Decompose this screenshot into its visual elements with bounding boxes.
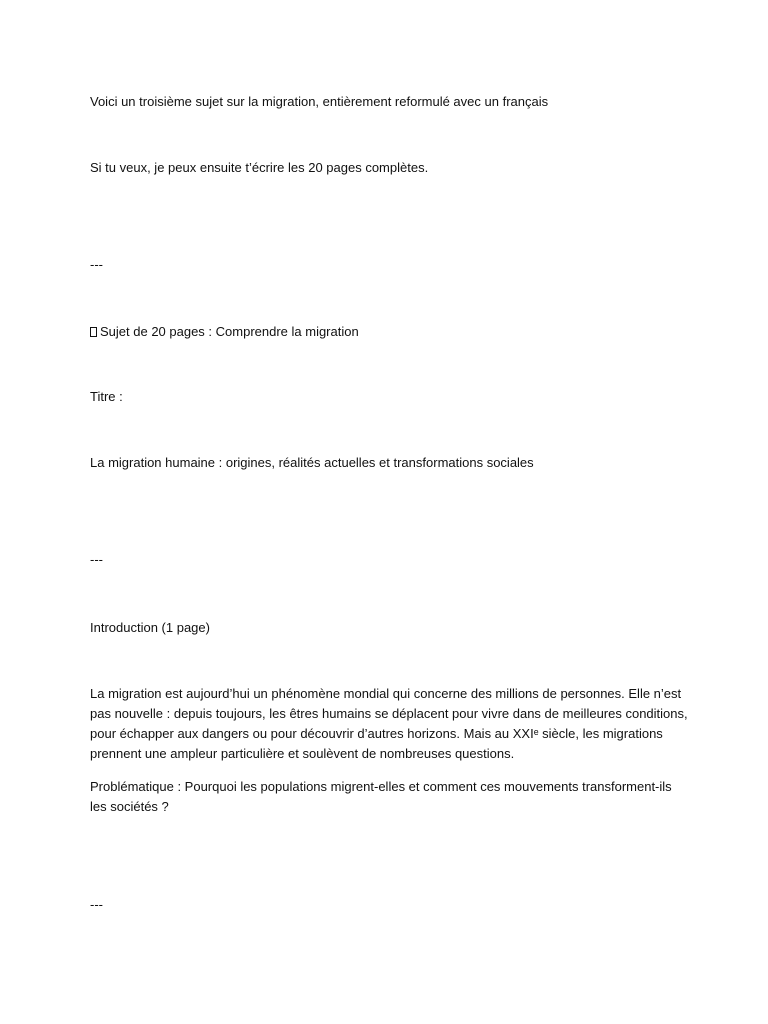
problematique-paragraph (90, 777, 680, 817)
problematique-line: Problématique : Pourquoi les populations migrent-elles et comment ces mouvements transforment-ils (90, 779, 672, 794)
intro-paragraph-line: La migration est aujourd’hui un phénomène mondial qui concerne des millions de personnes. Elle n’est (90, 686, 682, 701)
separator-3: --- (90, 897, 103, 912)
intro-paragraph-line: pas nouvelle : depuis toujours, les êtres humains se déplacent pour vivre dans de meilleures conditions, (90, 706, 688, 721)
intro-paragraph (90, 684, 688, 764)
title-text: La migration humaine : origines, réalités actuelles et transformations sociales (90, 455, 534, 470)
subject-heading: Sujet de 20 pages : Comprendre la migration (100, 324, 359, 339)
missing-glyph-icon (90, 327, 97, 337)
intro-line-1: Voici un troisième sujet sur la migration, entièrement reformulé avec un français (90, 94, 549, 109)
subject-heading-line (90, 322, 680, 342)
intro-line-2: Si tu veux, je peux ensuite t’écrire les 20 pages complètes. (90, 160, 429, 175)
intro-paragraph-line: pour échapper aux dangers ou pour découvrir d’autres horizons. Mais au XXIᵉ siècle, les migrations (90, 726, 663, 741)
title-label: Titre : (90, 389, 123, 404)
separator-2: --- (90, 552, 103, 567)
problematique-line: les sociétés ? (90, 799, 169, 814)
intro-section-heading: Introduction (1 page) (90, 620, 210, 635)
intro-paragraph-line: prennent une ampleur particulière et soulèvent de nombreuses questions. (90, 746, 515, 761)
separator-1: --- (90, 257, 103, 272)
